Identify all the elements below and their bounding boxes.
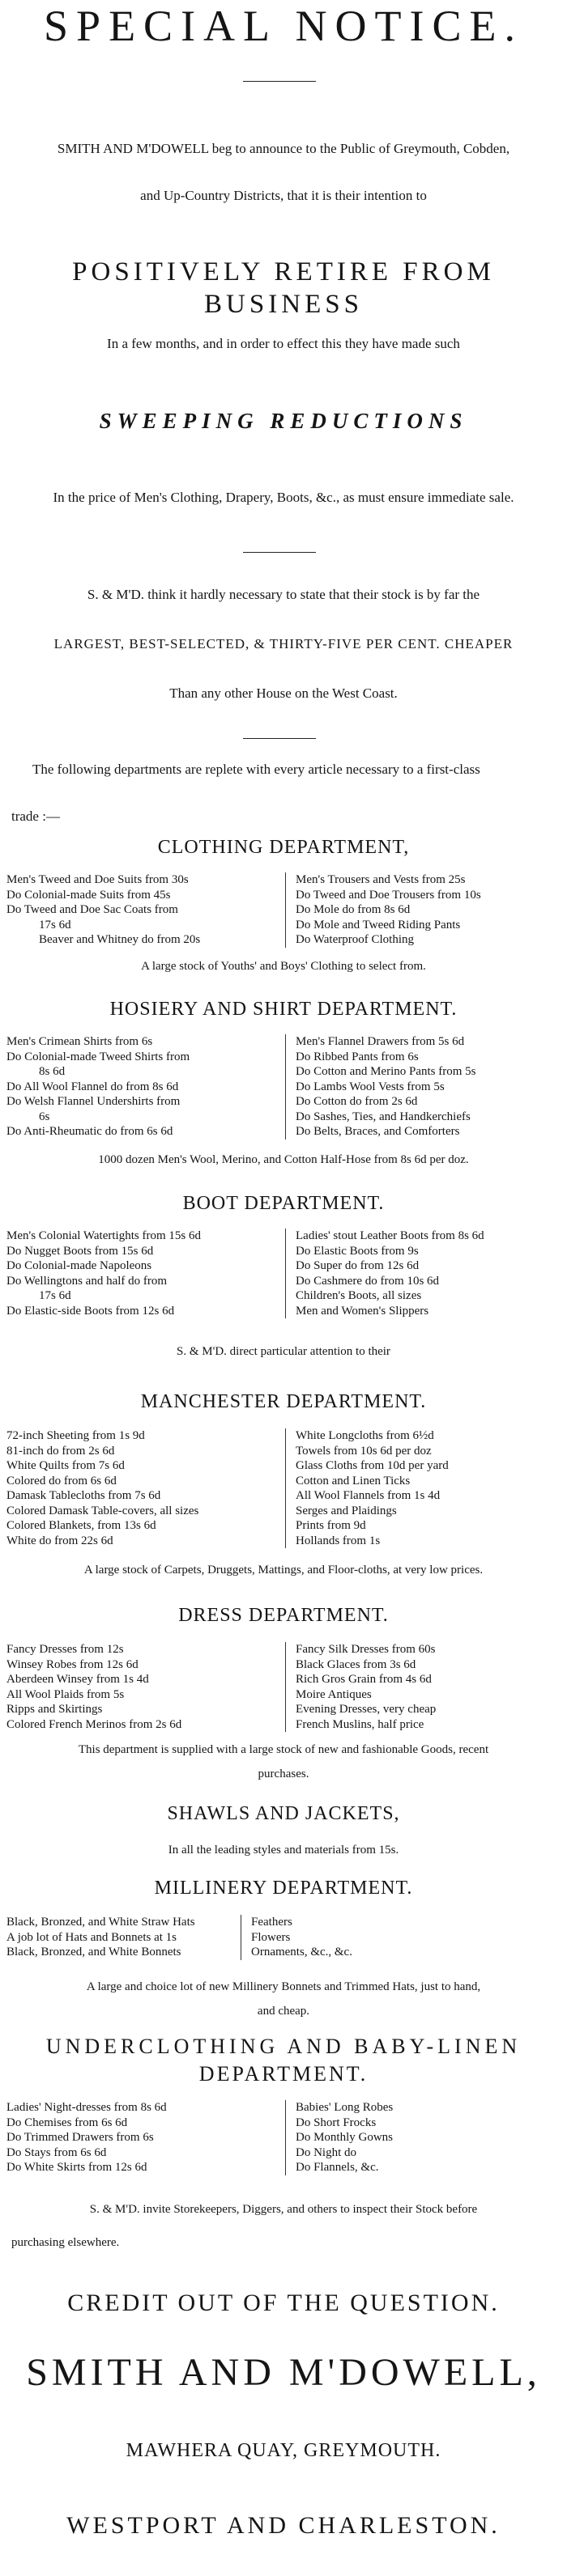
item: Hollands from 1s <box>296 1534 381 1547</box>
item: Do Tweed and Doe Trousers from 10s <box>296 888 481 902</box>
manchester-items <box>6 1428 561 1548</box>
claim-line: Than any other House on the West Coast. <box>169 685 398 701</box>
item: Do Mole do from 8s 6d <box>296 903 411 916</box>
intro-line: and Up-Country Districts, that it is their intention to <box>140 188 427 203</box>
item: Do Anti-Rheumatic do from 6s 6d <box>6 1125 173 1138</box>
item: Feathers <box>251 1916 292 1929</box>
item: Colored do from 6s 6d <box>6 1474 117 1487</box>
item: Rich Gros Grain from 4s 6d <box>296 1673 432 1686</box>
firm-name: SMITH AND M'DOWELL, <box>26 2351 541 2394</box>
item: Colored Blankets, from 13s 6d <box>6 1519 156 1532</box>
item: Do Cotton do from 2s 6d <box>296 1095 418 1108</box>
manchester-department-heading: MANCHESTER DEPARTMENT. <box>140 1391 427 1412</box>
closing-line: S. & M'D. invite Storekeepers, Diggers, and others to inspect their Stock before <box>89 2203 478 2216</box>
divider <box>243 81 316 82</box>
item: Men's Flannel Drawers from 5s 6d <box>296 1035 465 1048</box>
item: Children's Boots, all sizes <box>296 1289 422 1302</box>
item: Men and Women's Slippers <box>296 1304 429 1318</box>
item: Do Lambs Wool Vests from 5s <box>296 1080 445 1093</box>
millinery-department-heading: MILLINERY DEPARTMENT. <box>154 1878 413 1899</box>
item: 72-inch Sheeting from 1s 9d <box>6 1429 145 1442</box>
item: Do Waterproof Clothing <box>296 933 414 946</box>
clothing-department-heading: CLOTHING DEPARTMENT, <box>157 837 410 858</box>
retire-headline: POSITIVELY RETIRE FROM BUSINESS <box>72 257 495 319</box>
item: Black Glaces from 3s 6d <box>296 1657 416 1671</box>
item: A job lot of Hats and Bonnets at 1s <box>6 1930 177 1944</box>
item: Men's Colonial Watertights from 15s 6d <box>6 1229 201 1242</box>
item: Do Stays from 6s 6d <box>6 2145 107 2159</box>
millinery-items <box>6 1915 484 1960</box>
item: Fancy Silk Dresses from 60s <box>296 1643 436 1656</box>
item: Do Super do from 12s 6d <box>296 1259 420 1272</box>
item: Black, Bronzed, and White Straw Hats <box>6 1916 195 1929</box>
millinery-note: A large and choice lot of new Millinery Bonnets and Trimmed Hats, just to hand, <box>86 1980 481 1993</box>
item: Do Flannels, &c. <box>296 2161 379 2174</box>
item: Do Trimmed Drawers from 6s <box>6 2131 154 2144</box>
boot-items <box>6 1229 561 1318</box>
hosiery-items <box>6 1034 561 1139</box>
item: Serges and Plaidings <box>296 1504 397 1517</box>
shawls-heading: SHAWLS AND JACKETS, <box>167 1803 400 1824</box>
item: Do All Wool Flannel do from 8s 6d <box>6 1080 179 1093</box>
item: Glass Cloths from 10d per yard <box>296 1459 449 1472</box>
departments-intro: trade :— <box>11 808 60 824</box>
item: Do Chemises from 6s 6d <box>6 2116 128 2129</box>
reductions-headline: SWEEPING REDUCTIONS <box>99 409 468 433</box>
item: Colored Damask Table-covers, all sizes <box>6 1504 199 1517</box>
dress-items <box>6 1642 561 1732</box>
item: 17s 6d <box>39 918 71 932</box>
item: Do Colonial-made Suits from 45s <box>6 888 171 902</box>
shawls-note: In all the leading styles and materials from 15s. <box>168 1844 399 1857</box>
item: Towels from 10s 6d per doz <box>296 1444 432 1458</box>
item: Winsey Robes from 12s 6d <box>6 1657 139 1671</box>
item: Black, Bronzed, and White Bonnets <box>6 1946 181 1959</box>
boot-note: S. & M'D. direct particular attention to their <box>177 1345 390 1358</box>
item: White do from 22s 6d <box>6 1534 113 1547</box>
item: Do Elastic-side Boots from 12s 6d <box>6 1304 175 1318</box>
item: Do Short Frocks <box>296 2116 377 2129</box>
underclothing-heading: UNDERCLOTHING AND BABY-LINEN <box>45 2035 522 2058</box>
hosiery-department-heading: HOSIERY AND SHIRT DEPARTMENT. <box>109 999 458 1020</box>
item: Do Colonial-made Napoleons <box>6 1259 152 1272</box>
underclothing-items <box>6 2100 529 2175</box>
item: Do Sashes, Ties, and Handkerchiefs <box>296 1110 471 1123</box>
item: Ornaments, &c., &c. <box>251 1946 352 1959</box>
item: White Quilts from 7s 6d <box>6 1459 125 1472</box>
closing-line: purchasing elsewhere. <box>11 2236 120 2249</box>
item: Ladies' Night-dresses from 8s 6d <box>6 2101 167 2114</box>
intro-line: SMITH AND M'DOWELL beg to announce to the Public of Greymouth, Cobden, <box>57 141 510 156</box>
item: Do Wellingtons and half do from <box>6 1274 168 1288</box>
item: All Wool Flannels from 1s 4d <box>296 1489 441 1502</box>
item: Flowers <box>251 1930 291 1944</box>
manchester-note: A large stock of Carpets, Druggets, Mattings, and Floor-cloths, at very low prices. <box>83 1564 484 1577</box>
departments-intro: The following departments are replete with every article necessary to a first-class <box>32 762 480 777</box>
item: Do Mole and Tweed Riding Pants <box>296 918 461 932</box>
item: Do Cotton and Merino Pants from 5s <box>296 1065 476 1078</box>
item: Ripps and Skirtings <box>6 1703 103 1716</box>
item: Men's Crimean Shirts from 6s <box>6 1035 153 1048</box>
item: Babies' Long Robes <box>296 2101 394 2114</box>
item: Damask Tablecloths from 7s 6d <box>6 1489 161 1502</box>
item: Men's Trousers and Vests from 25s <box>296 873 466 886</box>
item: Beaver and Whitney do from 20s <box>39 933 201 946</box>
dress-note: This department is supplied with a large stock of new and fashionable Goods, recent <box>78 1743 489 1756</box>
hosiery-note: 1000 dozen Men's Wool, Merino, and Cotton Half-Hose from 8s 6d per doz. <box>98 1153 469 1166</box>
item: Do Elastic Boots from 9s <box>296 1244 419 1258</box>
item: Do Belts, Braces, and Comforters <box>296 1125 460 1138</box>
clothing-items <box>6 872 561 948</box>
item: Do White Skirts from 12s 6d <box>6 2161 147 2174</box>
item: Do Welsh Flannel Undershirts from <box>6 1095 181 1108</box>
item: 17s 6d <box>39 1289 71 1302</box>
item: Do Ribbed Pants from 6s <box>296 1050 419 1063</box>
item: Do Night do <box>296 2145 356 2159</box>
item: All Wool Plaids from 5s <box>6 1687 125 1701</box>
item: 81-inch do from 2s 6d <box>6 1444 115 1458</box>
credit-headline: CREDIT OUT OF THE QUESTION. <box>67 2290 500 2316</box>
divider <box>243 552 316 553</box>
claim-headline: LARGEST, BEST-SELECTED, & THIRTY-FIVE PER CENT. CHEAPER <box>53 636 514 651</box>
dress-department-heading: DRESS DEPARTMENT. <box>178 1605 389 1626</box>
item: Cotton and Linen Ticks <box>296 1474 411 1487</box>
divider <box>243 738 316 739</box>
item: Evening Dresses, very cheap <box>296 1703 437 1716</box>
item: 6s <box>39 1110 50 1123</box>
firm-address: MAWHERA QUAY, GREYMOUTH. <box>126 2440 441 2461</box>
millinery-note: and cheap. <box>257 2005 310 2018</box>
intro-line: In a few months, and in order to effect this they have made such <box>107 336 460 351</box>
item: Fancy Dresses from 12s <box>6 1643 124 1656</box>
item: Men's Tweed and Doe Suits from 30s <box>6 873 189 886</box>
item: Moire Antiques <box>296 1687 372 1701</box>
item: French Muslins, half price <box>296 1717 424 1731</box>
intro-line: In the price of Men's Clothing, Drapery, Boots, &c., as must ensure immediate sale. <box>53 490 514 505</box>
underclothing-heading: DEPARTMENT. <box>198 2062 369 2086</box>
clothing-note: A large stock of Youths' and Boys' Clothing to select from. <box>141 960 426 973</box>
dress-note: purchases. <box>258 1768 309 1780</box>
boot-department-heading: BOOT DEPARTMENT. <box>182 1193 385 1214</box>
item: 8s 6d <box>39 1065 66 1078</box>
item: Do Tweed and Doe Sac Coats from <box>6 903 178 916</box>
branch-locations: WESTPORT AND CHARLESTON. <box>66 2512 501 2539</box>
item: Do Monthly Gowns <box>296 2131 394 2144</box>
item: Ladies' stout Leather Boots from 8s 6d <box>296 1229 484 1242</box>
item: White Longcloths from 6½d <box>296 1429 434 1442</box>
item: Do Cashmere do from 10s 6d <box>296 1274 440 1288</box>
item: Do Colonial-made Tweed Shirts from <box>6 1050 190 1063</box>
item: Prints from 9d <box>296 1519 366 1532</box>
page-title: SPECIAL NOTICE. <box>44 2 523 50</box>
item: Do Nugget Boots from 15s 6d <box>6 1244 154 1258</box>
claim-line: S. & M'D. think it hardly necessary to state that their stock is by far the <box>87 587 480 602</box>
item: Colored French Merinos from 2s 6d <box>6 1717 182 1731</box>
item: Aberdeen Winsey from 1s 4d <box>6 1673 149 1686</box>
